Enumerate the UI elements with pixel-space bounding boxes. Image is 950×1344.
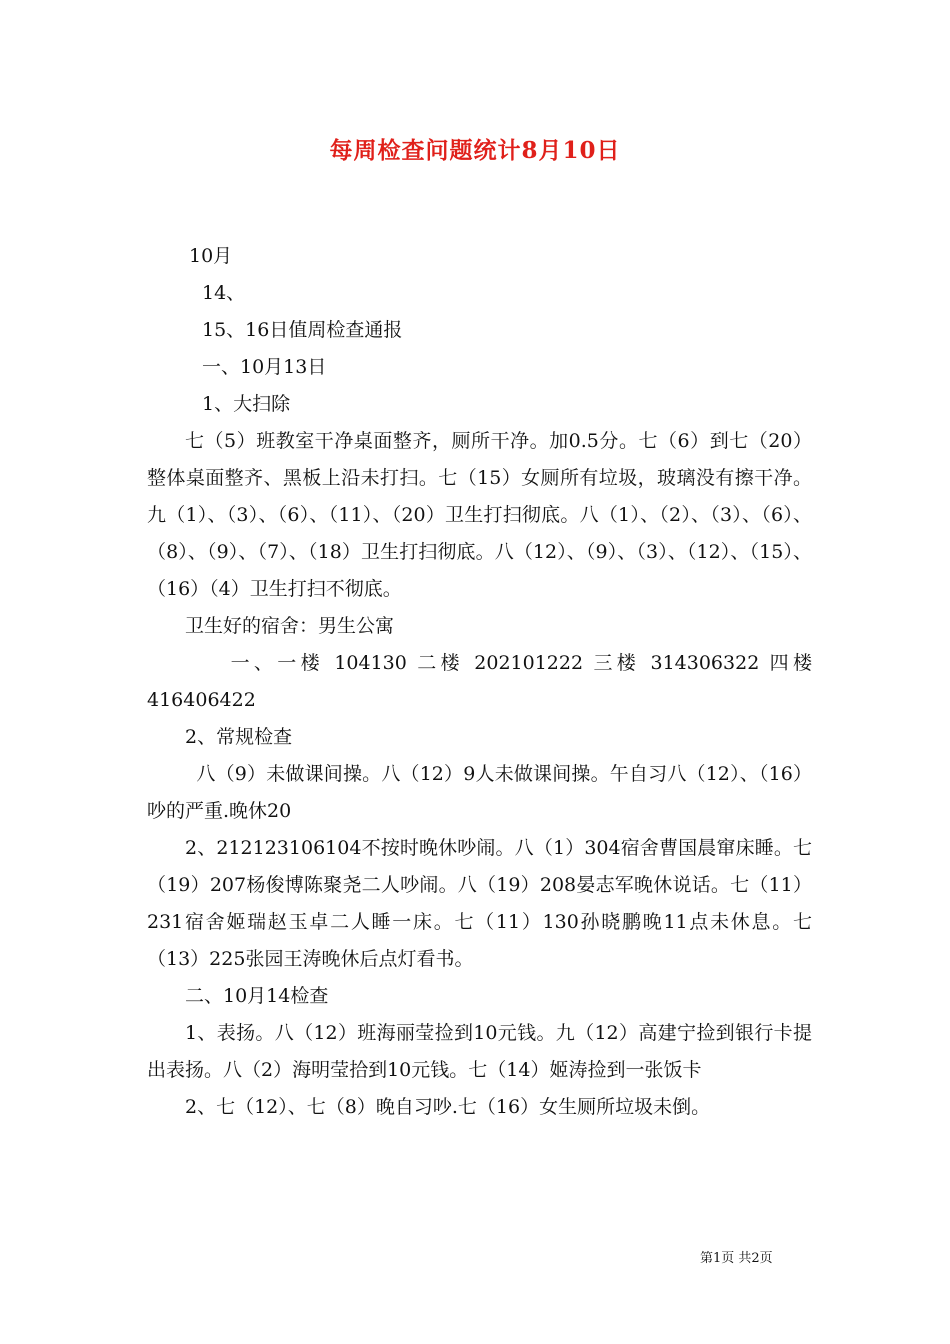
paragraph-praise: 1、表扬。八（12）班海丽莹捡到10元钱。九（12）高建宁捡到银行卡提出表扬。八（2）海明莹拾到10元钱。七（14）姬涛捡到一张饭卡 [147,1022,812,1081]
document-body [147,238,812,1126]
paragraph-dorm-rooms: 一、一楼 104130 二楼 202101222 三楼 314306322 四楼 416406422 [147,652,812,711]
subheading-cleaning: 1、大扫除 [202,393,291,415]
document-title: 每周检查问题统计8月10日 [329,137,621,164]
section-heading-oct14: 二、10月14检查 [185,985,329,1007]
paragraph-good-dorms: 卫生好的宿舍：男生公寓 [185,615,395,637]
page-number-footer: 第1页 共2页 [700,1251,773,1266]
section-heading-oct13: 一、10月13日 [202,356,327,378]
paragraph-day-14: 14、 [202,282,246,304]
paragraph-month: 10月 [189,245,233,267]
paragraph-report-heading: 15、16日值周检查通报 [202,319,403,341]
subheading-routine-check: 2、常规检查 [185,726,293,748]
paragraph-evening-study: 2、七（12）、七（8）晚自习吵.七（16）女生厕所垃圾未倒。 [185,1096,711,1118]
paragraph-night-rest: 2、212123106104不按时晚休吵闹。八（1）304宿舍曹国晨窜床睡。七（19）207杨俊博陈聚尧二人吵闹。八（19）208晏志军晚休说话。七（11）231宿舍姬瑞赵玉卓二人睡一床。七（11）130孙晓鹏晚11点未休息。七（13）225张园王涛晚休后点灯看书。 [147,837,812,970]
paragraph-routine-details: 八（9）未做课间操。八（12）9人未做课间操。午自习八（12）、（16）吵的严重.晚休20 [147,763,812,822]
paragraph-cleaning-details: 七（5）班教室干净桌面整齐，厕所干净。加0.5分。七（6）到七（20）整体桌面整齐、黑板上沿未打扫。七（15）女厕所有垃圾，玻璃没有擦干净。九（1）、（3）、（6）、（11）、（20）卫生打扫彻底。八（1）、（2）、（3）、（6）、（8）、（9）、（7）、（18）卫生打扫彻底。八（12）、（9）、（3）、（12）、（15）、（16）（4）卫生打扫不彻底。 [147,430,812,600]
